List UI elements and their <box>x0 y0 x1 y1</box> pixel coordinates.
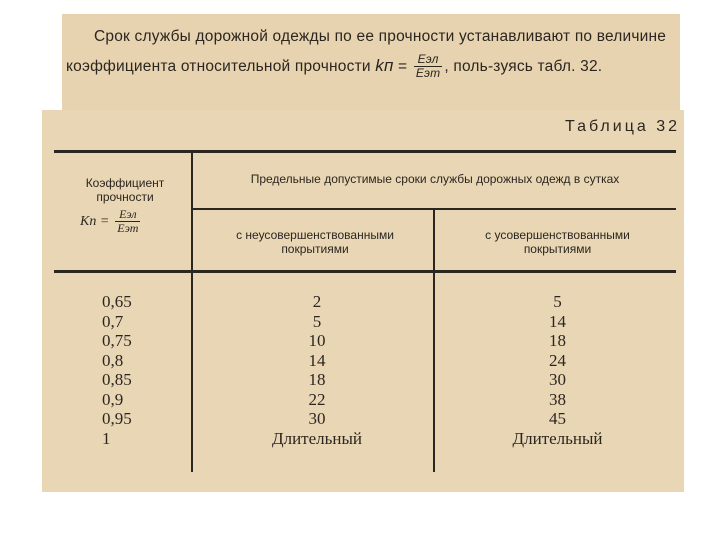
table-cell: 0,95 <box>102 409 132 428</box>
col2-header: с неусовершенствованными покрытиями <box>236 228 394 256</box>
table-cell: 45 <box>549 409 566 428</box>
table-cell: 30 <box>549 370 566 389</box>
table-cell: 5 <box>312 311 322 331</box>
formula-lhs: Kп = <box>80 213 110 229</box>
table-cell: 10 <box>308 331 326 350</box>
formula-numerator: Eэл <box>115 208 140 222</box>
formula-fraction <box>115 208 140 235</box>
header-bottom-rule <box>54 270 676 273</box>
kp-formula <box>80 208 142 235</box>
paragraph-tail: , поль-зуясь табл. 32. <box>444 58 603 75</box>
table-cell: 5 <box>553 292 562 311</box>
table-cell: 14 <box>549 311 566 331</box>
table-cell: 0,65 <box>102 292 132 311</box>
col1-header-line1: Коэффициент <box>85 176 165 190</box>
column-unimproved <box>262 292 372 448</box>
table-top-rule <box>54 150 676 153</box>
table-cell: Длительный <box>512 428 603 448</box>
col3-header: с усовершенствованными покрытиями <box>485 228 630 256</box>
fraction-denominator: Eэт <box>415 66 441 81</box>
table-cell: 0,9 <box>102 389 124 409</box>
table-cell: 30 <box>308 409 326 428</box>
table-cell: 24 <box>549 350 566 370</box>
table-cell: 0,75 <box>102 331 132 350</box>
table-cell: 0,85 <box>102 370 132 389</box>
strength-fraction <box>414 53 443 80</box>
table-caption: Таблица 32 <box>565 118 680 135</box>
table-cell: Длительный <box>271 428 362 448</box>
kp-symbol: kп <box>375 56 394 75</box>
table-cell: 2 <box>312 292 322 311</box>
col1-header <box>60 176 190 204</box>
column-coefficient <box>102 292 132 448</box>
group-header: Предельные допустимые сроки службы дорожных одежд в сутках <box>250 172 620 186</box>
column-improved <box>500 292 615 448</box>
fraction-numerator: Eэл <box>414 53 443 67</box>
table-cell: 0,7 <box>102 311 124 331</box>
table-cell: 38 <box>549 389 566 409</box>
column-divider-2 <box>433 210 435 472</box>
paragraph-text: Срок службы дорожной одежды по ее прочности устанавливают по величине коэффициента относительной прочности <box>66 28 667 75</box>
intro-paragraph <box>66 22 678 81</box>
equals-sign: = <box>398 58 408 75</box>
table-cell: 0,8 <box>102 350 124 370</box>
formula-denominator: Eэт <box>117 221 139 235</box>
column-divider-1 <box>191 152 193 472</box>
table-cell: 18 <box>549 331 566 350</box>
table-cell: 22 <box>308 389 326 409</box>
col1-header-line2: прочности <box>96 190 154 204</box>
table-cell: 18 <box>308 370 326 389</box>
table-cell: 14 <box>308 350 326 370</box>
table-cell: 1 <box>102 428 111 448</box>
